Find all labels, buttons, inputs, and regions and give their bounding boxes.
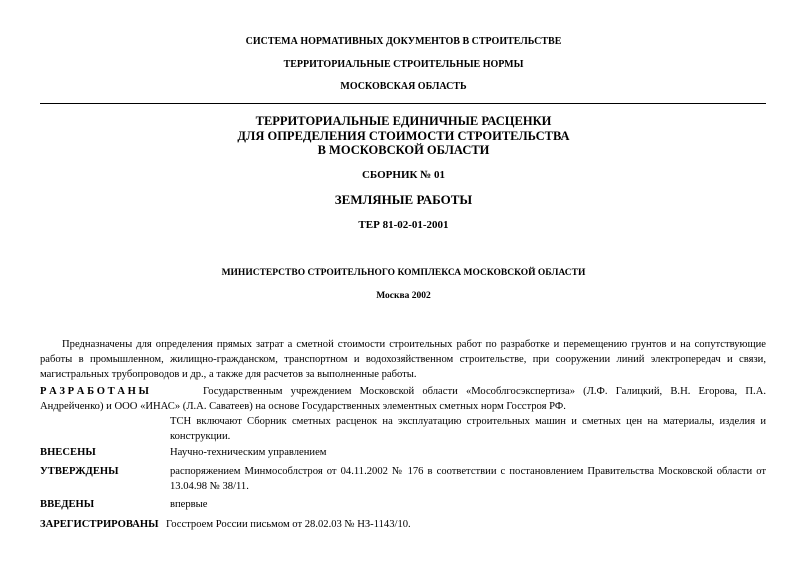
header-system-line: СИСТЕМА НОРМАТИВНЫХ ДОКУМЕНТОВ В СТРОИТЕЛЬСТВЕ	[245, 36, 562, 47]
introduced-row	[40, 445, 766, 461]
developed-label: Р А З Р А Б О Т А Н Ы	[40, 386, 149, 397]
intro-paragraph: Предназначены для определения прямых затрат а сметной стоимости строительных работ по разработке и перемещению грунтов и на сопутствующие работы в промышленном, жилищно-гражданском, транспортном и водохозяйственном строительстве, при сооружении линий электропередач и связи, магистральных трубопроводов и др., а также для расчетов за выполненные работы.	[40, 339, 766, 380]
introduced-text: Научно-техническим управлением	[170, 447, 327, 458]
registered-text: Госстроем России письмом от 28.02.03 № НЗ-1143/10.	[166, 519, 411, 530]
registered-row	[40, 517, 766, 533]
developed-text: Государственным учреждением Московской области «Мособлгосэкспертиза» (Л.Ф. Галицкий, В.Н. Егорова, П.А. Андрейченко) и ООО «ИНАС» (Л.А. Саватеев) на основе Государственных элементных сметных норм Госстроя РФ.	[40, 386, 766, 412]
approved-row	[40, 464, 766, 496]
collection-subject: ЗЕМЛЯНЫЕ РАБОТЫ	[334, 192, 473, 207]
approved-text: распоряжением Минмособлстроя от 04.11.2002 № 176 в соответствии с постановлением Правительства Московской области от 13.04.98 № 38/11.	[170, 466, 766, 492]
title-line-2: ДЛЯ ОПРЕДЕЛЕНИЯ СТОИМОСТИ СТРОИТЕЛЬСТВА	[237, 129, 570, 143]
document-code: ТЕР 81-02-01-2001	[358, 219, 449, 231]
enacted-row	[40, 497, 766, 513]
collection-number: СБОРНИК № 01	[361, 169, 446, 181]
header-region-line: МОСКОВСКАЯ ОБЛАСТЬ	[340, 81, 467, 92]
registered-label: ЗАРЕГИСТРИРОВАНЫ	[40, 519, 159, 530]
header-norms-line: ТЕРРИТОРИАЛЬНЫЕ СТРОИТЕЛЬНЫЕ НОРМЫ	[283, 59, 524, 70]
enacted-label: ВВЕДЕНЫ	[40, 499, 95, 510]
introduced-label: ВНЕСЕНЫ	[40, 447, 96, 458]
enacted-text: впервые	[170, 499, 208, 510]
ministry-name: МИНИСТЕРСТВО СТРОИТЕЛЬНОГО КОМПЛЕКСА МОСКОВСКОЙ ОБЛАСТИ	[221, 268, 586, 278]
approved-label: УТВЕРЖДЕНЫ	[40, 466, 119, 477]
developed-row	[40, 384, 766, 444]
title-line-1: ТЕРРИТОРИАЛЬНЫЕ ЕДИНИЧНЫЕ РАСЦЕНКИ	[255, 114, 552, 128]
title-line-3: В МОСКОВСКОЙ ОБЛАСТИ	[317, 143, 490, 157]
developed-note: ТСН включают Сборник сметных расценок на эксплуатацию строительных машин и сметных цен на материалы, изделия и конструкции.	[170, 416, 766, 442]
header-divider	[40, 103, 766, 104]
place-year: Москва 2002	[376, 291, 431, 301]
